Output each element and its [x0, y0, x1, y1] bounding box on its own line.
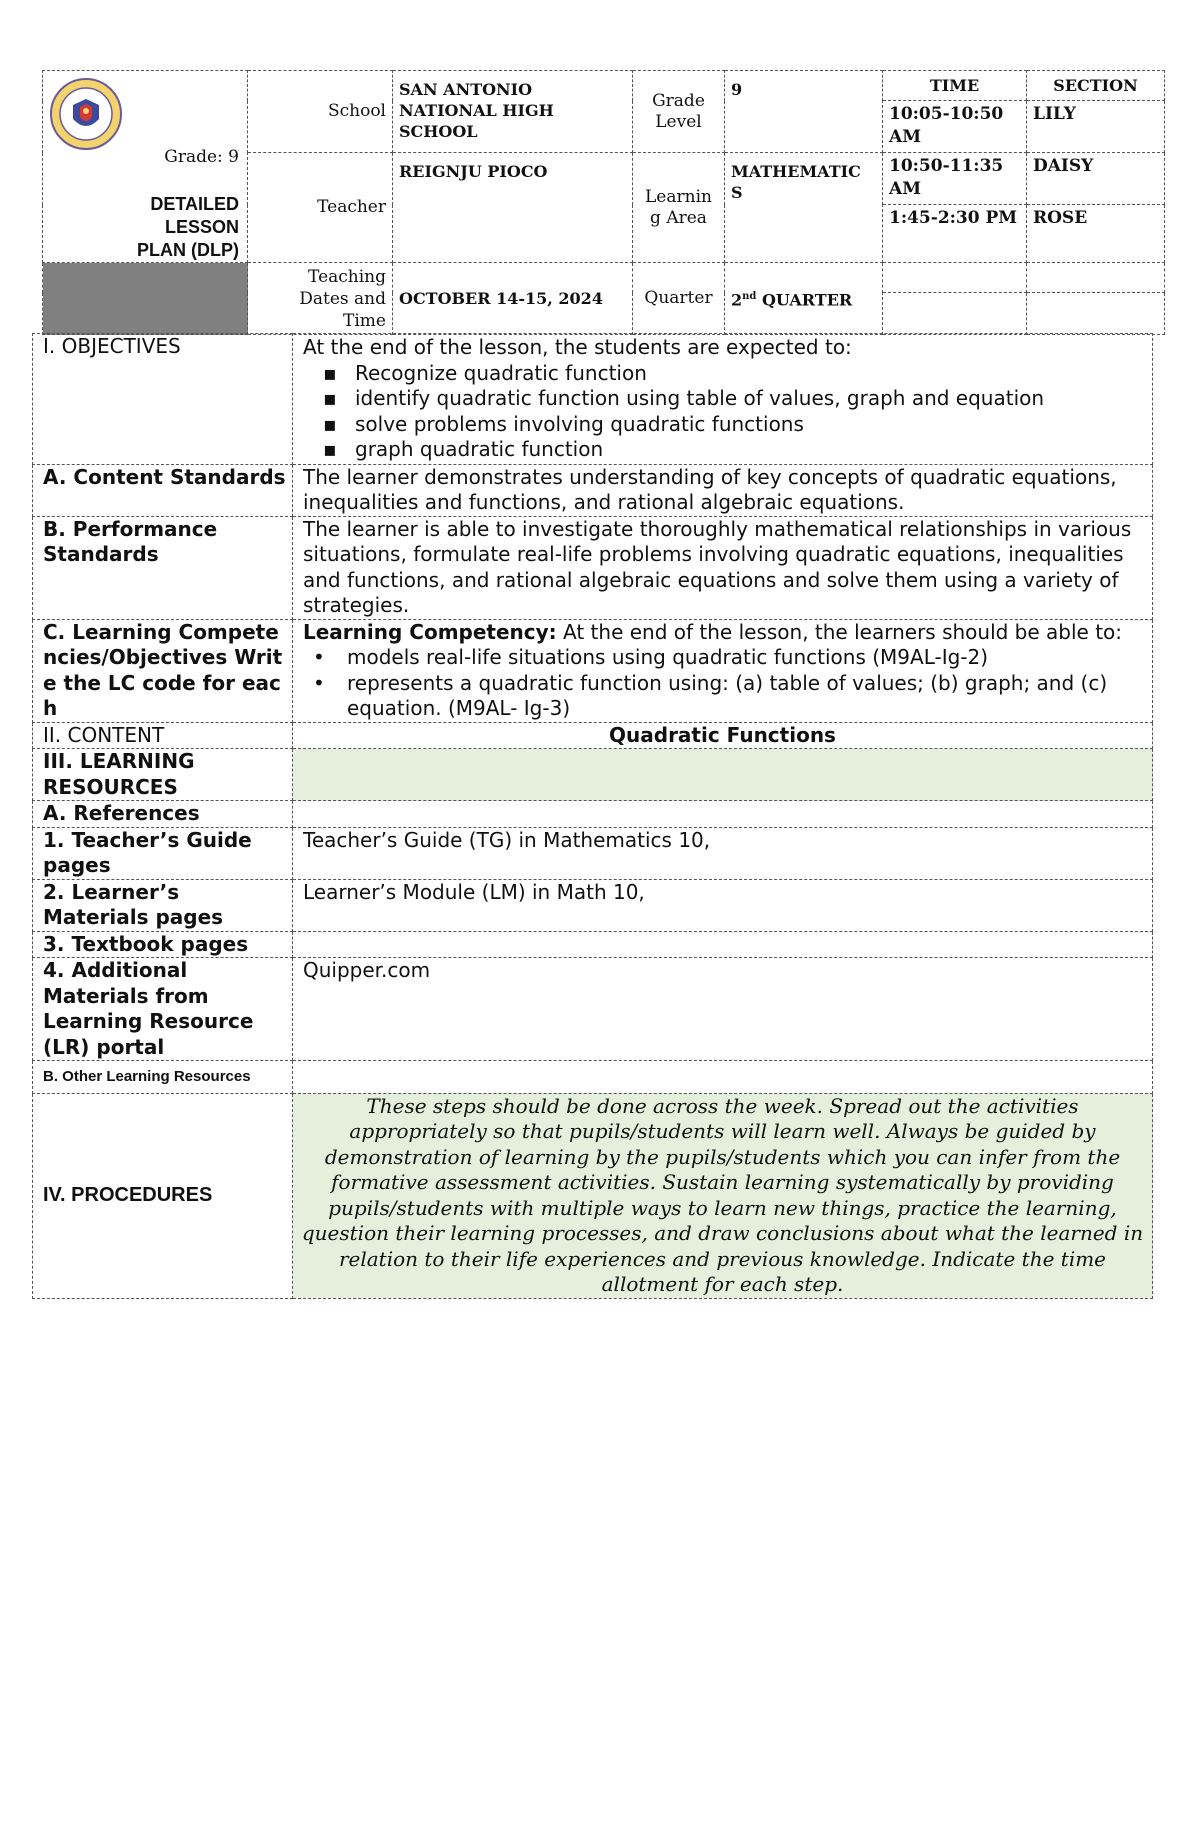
references-row: [33, 801, 1153, 828]
teachers-guide-row: [33, 827, 1153, 879]
performance-standards-label: B. Performance Standards: [33, 516, 293, 619]
learning-resources-label: III. LEARNING RESOURCES: [33, 749, 293, 801]
teacher-value: REIGNJU PIOCO: [393, 153, 633, 263]
gray-block: [43, 263, 248, 335]
objectives-row: [33, 334, 1153, 465]
schedule-time-2: 10:50-11:35 AM: [883, 153, 1027, 205]
content-standards-label: A. Content Standards: [33, 464, 293, 516]
learning-resources-value: [293, 749, 1153, 801]
competencies-row: [33, 619, 1153, 722]
schedule-empty-time-2: [883, 293, 1027, 335]
other-resources-label: B. Other Learning Resources: [33, 1061, 293, 1094]
textbook-label: 3. Textbook pages: [33, 931, 293, 958]
objectives-label: I. OBJECTIVES: [33, 334, 293, 465]
dlp-title: DETAILED LESSON PLAN (DLP): [137, 194, 239, 260]
competencies-label: C. Learning Competencies/Objectives Write the LC code for each: [33, 619, 293, 722]
content-standards-row: [33, 464, 1153, 516]
learners-materials-value: Learner’s Module (LM) in Math 10,: [293, 879, 1153, 931]
school-label: School: [248, 71, 393, 153]
dlp-header-table: [42, 70, 1165, 335]
references-value: [293, 801, 1153, 828]
quarter-label: Quarter: [633, 263, 725, 335]
procedures-label: IV. PROCEDURES: [33, 1093, 293, 1298]
objectives-list: [303, 361, 1142, 463]
additional-materials-row: [33, 958, 1153, 1061]
procedures-row: [33, 1093, 1153, 1298]
learning-resources-row: [33, 749, 1153, 801]
deped-logo-cell: [43, 71, 248, 263]
schedule-empty-section: [1027, 263, 1165, 293]
teaching-dates-value: OCTOBER 14-15, 2024: [393, 263, 633, 335]
objectives-intro: At the end of the lesson, the students are expected to:: [303, 335, 852, 359]
list-item: ▪ Recognize quadratic function: [323, 360, 647, 385]
list-item: ▪ graph quadratic function: [323, 437, 604, 461]
quarter-value: 2nd QUARTER: [725, 263, 883, 335]
textbook-row: [33, 931, 1153, 958]
schedule-empty-time: [883, 263, 1027, 293]
learning-area-value: MATHEMATIC S: [725, 153, 883, 263]
learners-materials-row: [33, 879, 1153, 931]
content-row: [33, 722, 1153, 749]
teacher-label: Teacher: [248, 153, 393, 263]
deped-seal-icon: [49, 77, 123, 151]
schedule-empty-section-2: [1027, 293, 1165, 335]
learning-area-label: Learnin g Area: [633, 153, 725, 263]
school-value: SAN ANTONIO NATIONAL HIGH SCHOOL: [393, 71, 633, 153]
additional-materials-value: Quipper.com: [293, 958, 1153, 1061]
performance-standards-text: The learner is able to investigate thoroughly mathematical relationships in various situations, formulate real-life problems involving quadratic equations, inequalities and functions, and rational algebraic equations and solve them using a variety of strategies.: [293, 516, 1153, 619]
learners-materials-label: 2. Learner’s Materials pages: [33, 879, 293, 931]
other-resources-value: [293, 1061, 1153, 1094]
schedule-time-3: 1:45-2:30 PM: [883, 205, 1027, 263]
other-resources-row: [33, 1061, 1153, 1094]
textbook-value: [293, 931, 1153, 958]
list-item: ▪ identify quadratic function using table of values, graph and equation: [323, 386, 1045, 410]
competencies-intro: Learning Competency: At the end of the lesson, the learners should be able to:: [303, 619, 1123, 644]
list-item: ▪ solve problems involving quadratic functions: [323, 411, 804, 436]
competencies-list: [303, 645, 1142, 722]
list-item: • models real-life situations using quadratic functions (M9AL-Ig-2): [313, 645, 989, 669]
dlp-main-table: [32, 333, 1153, 1299]
schedule-time-1: 10:05-10:50 AM: [883, 101, 1027, 153]
schedule-section-3: ROSE: [1027, 205, 1165, 263]
procedures-text: These steps should be done across the week. Spread out the activities appropriately so that pupils/students will learn well. Always be guided by demonstration of learning by the pupils/students which you can infer from the formative assessment activities. Sustain learning systematically by providing pupils/students with multiple ways to learn new things, practice the learning, question their learning processes, and draw conclusions about what the learned in relation to their life experiences and previous knowledge. Indicate the time allotment for each step.: [293, 1093, 1153, 1298]
grade-level-value: 9: [725, 71, 883, 153]
references-label: A. References: [33, 801, 293, 828]
grade-level-label: Grade Level: [633, 71, 725, 153]
schedule-section-1: LILY: [1027, 101, 1165, 153]
content-value: Quadratic Functions: [293, 722, 1153, 749]
grade-label: Grade: 9: [164, 147, 239, 167]
schedule-section-2: DAISY: [1027, 153, 1165, 205]
list-item: • represents a quadratic function using: (a) table of values; (b) graph; and (c) equation. (M9AL- Ig-3): [313, 670, 1108, 720]
additional-materials-label: 4. Additional Materials from Learning Resource (LR) portal: [33, 958, 293, 1061]
section-header: SECTION: [1027, 71, 1165, 101]
content-standards-text: The learner demonstrates understanding of key concepts of quadratic equations, inequalities and functions, and rational algebraic equations.: [293, 464, 1153, 516]
content-label: II. CONTENT: [33, 722, 293, 749]
teaching-dates-label: Teaching Dates and Time: [248, 263, 393, 335]
performance-standards-row: [33, 516, 1153, 619]
teachers-guide-value: Teacher’s Guide (TG) in Mathematics 10,: [293, 827, 1153, 879]
teachers-guide-label: 1. Teacher’s Guide pages: [33, 827, 293, 879]
time-header: TIME: [883, 71, 1027, 101]
